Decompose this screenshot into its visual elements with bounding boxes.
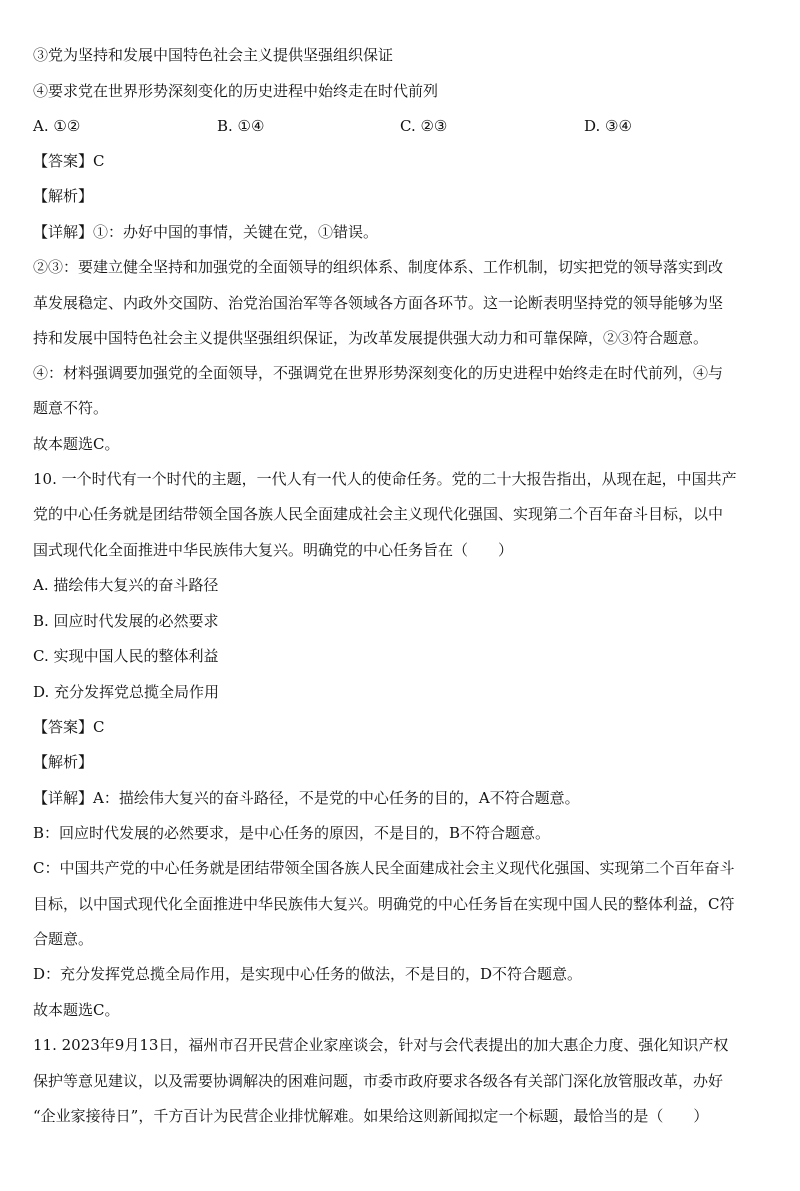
q10-option-c: C. 实现中国人民的整体利益 xyxy=(33,647,219,665)
q10-stem-line: 10. 一个时代有一个时代的主题，一代人有一代人的使命任务。党的二十大报告指出，从现在起，中国共产 xyxy=(33,470,737,488)
q10-detail-line: D：充分发挥党总揽全局作用，是实现中心任务的做法，不是目的，D不符合题意。 xyxy=(33,965,583,983)
q10-detail-line: B：回应时代发展的必然要求，是中心任务的原因，不是目的，B不符合题意。 xyxy=(33,824,551,842)
q9-options xyxy=(33,116,773,136)
q9-item-3: ③党为坚持和发展中国特色社会主义提供坚强组织保证 xyxy=(33,46,394,64)
q10-detail-line: 目标，以中国式现代化全面推进中华民族伟大复兴。明确党的中心任务旨在实现中国人民的整体利益，C符 xyxy=(33,895,735,913)
q9-detail-line: 革发展稳定、内政外交国防、治党治国治军等各领域各方面各环节。这一论断表明坚持党的领导能够为坚 xyxy=(33,294,724,312)
q10-detail-line: C：中国共产党的中心任务就是团结带领全国各族人民全面建成社会主义现代化强国、实现第二个百年奋斗 xyxy=(33,859,735,877)
q10-stem-line: 党的中心任务就是团结带领全国各族人民全面建成社会主义现代化强国、实现第二个百年奋斗目标，以中 xyxy=(33,505,724,523)
q10-detail-line: 【详解】A：描绘伟大复兴的奋斗路径，不是党的中心任务的目的，A不符合题意。 xyxy=(33,789,580,807)
q9-answer: 【答案】C xyxy=(33,152,105,170)
q10-option-d: D. 充分发挥党总揽全局作用 xyxy=(33,683,220,701)
q9-detail-line: ④：材料强调要加强党的全面领导，不强调党在世界形势深刻变化的历史进程中始终走在时代前列，④与 xyxy=(33,364,724,382)
q10-conclusion: 故本题选C。 xyxy=(33,1001,120,1019)
q9-detail-line: 题意不符。 xyxy=(33,399,109,417)
q9-conclusion: 故本题选C。 xyxy=(33,435,120,453)
q9-option-d: D. ③④ xyxy=(584,117,632,135)
q11-stem-line: 11. 2023年9月13日，福州市召开民营企业家座谈会，针对与会代表提出的加大惠企力度、强化知识产权 xyxy=(33,1036,729,1054)
q9-detail-line: 【详解】①：办好中国的事情，关键在党，①错误。 xyxy=(33,223,379,241)
q10-option-b: B. 回应时代发展的必然要求 xyxy=(33,612,219,630)
q9-item-4: ④要求党在世界形势深刻变化的历史进程中始终走在时代前列 xyxy=(33,82,439,100)
q9-option-c: C. ②③ xyxy=(400,117,448,135)
q10-analysis-label: 【解析】 xyxy=(33,753,94,771)
q9-detail-line: ②③：要建立健全坚持和加强党的全面领导的组织体系、制度体系、工作机制，切实把党的领导落实到改 xyxy=(33,258,724,276)
q9-option-b: B. ①④ xyxy=(217,117,265,135)
q9-option-a: A. ①② xyxy=(33,117,81,135)
q10-option-a: A. 描绘伟大复兴的奋斗路径 xyxy=(33,576,219,594)
q10-answer: 【答案】C xyxy=(33,718,105,736)
q10-stem-line: 国式现代化全面推进中华民族伟大复兴。明确党的中心任务旨在（ ） xyxy=(33,541,514,559)
q11-stem-line: 保护等意见建议，以及需要协调解决的困难问题，市委市政府要求各级各有关部门深化放管服改革，办好 xyxy=(33,1072,724,1090)
q10-detail-line: 合题意。 xyxy=(33,930,94,948)
q11-stem-line: “企业家接待日”，千方百计为民营企业排忧解难。如果给这则新闻拟定一个标题，最恰当的是（ ） xyxy=(33,1107,709,1125)
q9-detail-line: 持和发展中国特色社会主义提供坚强组织保证，为改革发展提供强大动力和可靠保障，②③符合题意。 xyxy=(33,329,709,347)
q9-analysis-label: 【解析】 xyxy=(33,187,94,205)
